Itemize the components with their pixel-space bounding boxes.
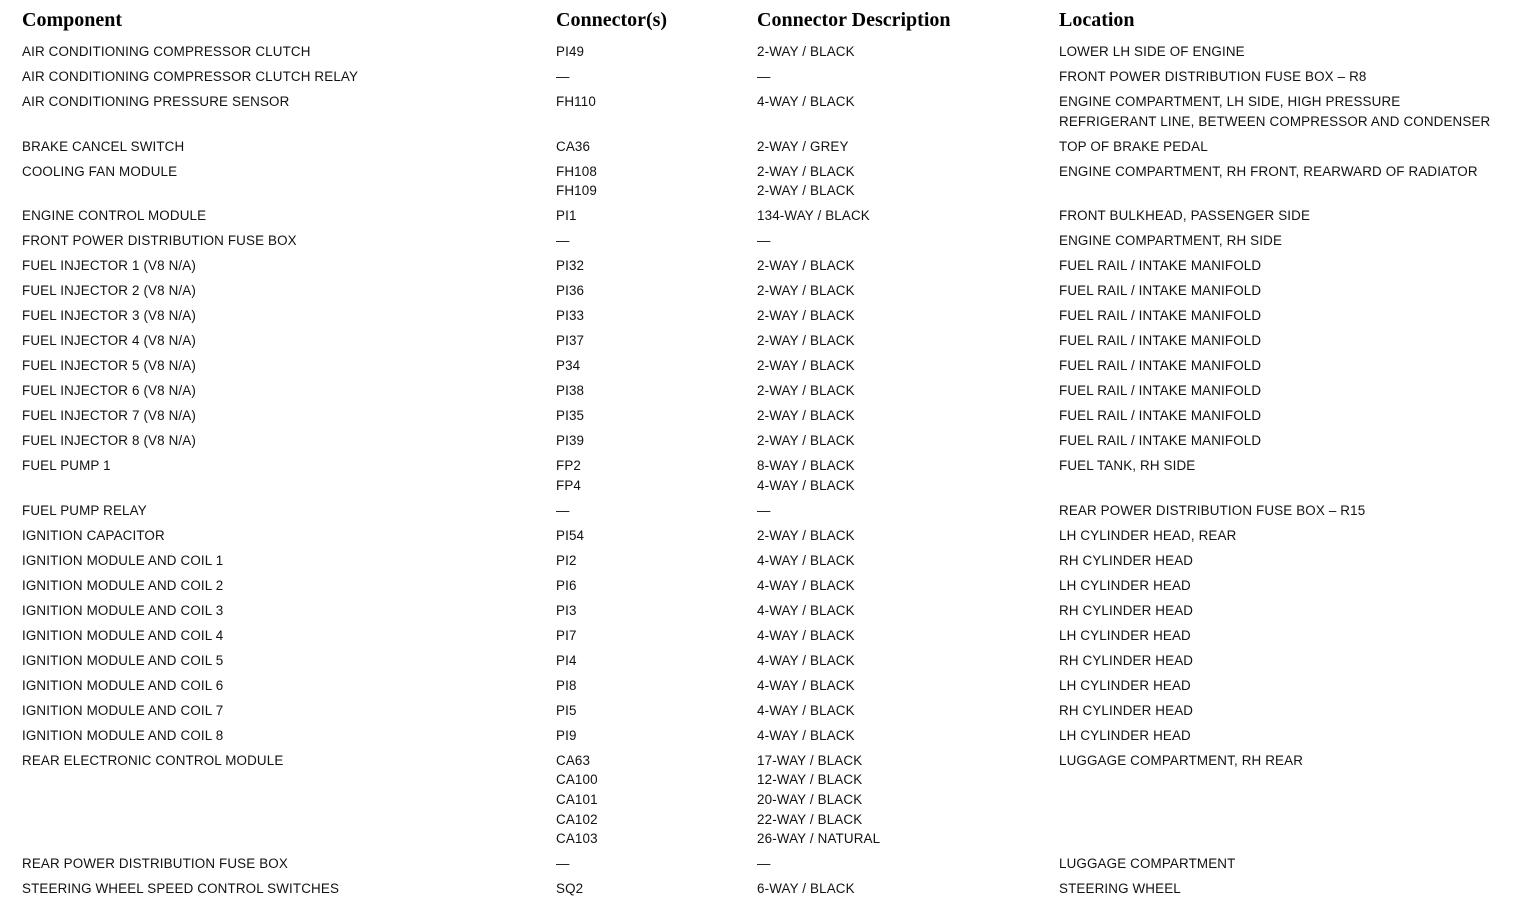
location-cell-line: FUEL RAIL / INTAKE MANIFOLD <box>1059 408 1262 424</box>
description-cell <box>757 601 855 621</box>
location-cell-line: FUEL TANK, RH SIDE <box>1059 458 1196 474</box>
location-cell <box>1059 406 1261 426</box>
connector-cell-line: FH109 <box>556 183 597 199</box>
component-cell <box>22 42 311 62</box>
connector-cell <box>556 651 577 671</box>
description-cell-line: 4-WAY / BLACK <box>757 94 855 109</box>
description-cell-line: 2-WAY / BLACK <box>757 44 855 59</box>
description-cell <box>757 576 855 596</box>
description-cell-line: 2-WAY / BLACK <box>757 408 855 424</box>
description-cell-line: 17-WAY / BLACK <box>757 752 863 768</box>
location-cell-line: LH CYLINDER HEAD <box>1059 677 1191 693</box>
location-cell-line: FUEL RAIL / INTAKE MANIFOLD <box>1059 258 1262 274</box>
component-cell <box>22 406 196 426</box>
location-cell <box>1059 526 1236 546</box>
location-cell-line: RH CYLINDER HEAD <box>1059 702 1194 718</box>
component-cell <box>22 576 223 596</box>
location-cell <box>1059 281 1261 301</box>
component-cell <box>22 281 196 301</box>
connector-cell-line: FP2 <box>556 458 582 474</box>
description-cell-line: 2-WAY / BLACK <box>757 183 855 199</box>
location-cell-line: FRONT POWER DISTRIBUTION FUSE BOX – R8 <box>1059 69 1367 84</box>
connector-cell <box>556 854 570 874</box>
description-cell <box>757 676 855 696</box>
connector-cell-line: CA102 <box>556 811 598 827</box>
location-cell-line: FUEL RAIL / INTAKE MANIFOLD <box>1059 308 1262 324</box>
description-cell-line: 2-WAY / BLACK <box>757 333 855 349</box>
header-connectors: Connector(s) <box>556 9 668 31</box>
component-cell-line: IGNITION MODULE AND COIL 5 <box>22 652 224 668</box>
connector-cell <box>556 331 584 351</box>
description-cell-line: 4-WAY / BLACK <box>757 652 855 668</box>
component-cell <box>22 137 184 157</box>
component-cell <box>22 356 196 376</box>
component-cell <box>22 162 177 182</box>
description-cell-line: 2-WAY / BLACK <box>757 308 855 324</box>
component-cell-line: FRONT POWER DISTRIBUTION FUSE BOX <box>22 233 297 249</box>
connector-cell-line: — <box>556 233 570 249</box>
description-cell-line: 2-WAY / BLACK <box>757 258 855 274</box>
description-cell <box>757 854 771 874</box>
description-cell-line: 4-WAY / BLACK <box>757 577 855 593</box>
location-cell-line: LH CYLINDER HEAD <box>1059 577 1191 593</box>
component-cell <box>22 701 223 721</box>
location-cell-line: FUEL RAIL / INTAKE MANIFOLD <box>1059 333 1262 349</box>
connector-cell <box>556 256 584 276</box>
description-cell-line: — <box>757 502 771 518</box>
connector-cell-line: — <box>556 856 570 872</box>
description-cell <box>757 551 855 571</box>
component-cell <box>22 601 223 621</box>
component-cell <box>22 206 206 226</box>
component-cell-line: REAR ELECTRONIC CONTROL MODULE <box>22 752 284 768</box>
connector-cell-line: CA36 <box>556 138 591 154</box>
component-cell <box>22 306 196 326</box>
connector-cell-line: FH110 <box>556 94 596 109</box>
component-cell-line: BRAKE CANCEL SWITCH <box>22 138 185 154</box>
location-cell <box>1059 92 1490 131</box>
connector-cell <box>556 701 577 721</box>
header-component: Component <box>22 9 123 31</box>
location-cell-line: REFRIGERANT LINE, BETWEEN COMPRESSOR AND CONDENSER <box>1059 113 1491 129</box>
connector-cell-line: PI32 <box>556 258 585 274</box>
description-cell <box>757 651 855 671</box>
description-cell-line: 8-WAY / BLACK <box>757 458 855 474</box>
component-cell <box>22 256 196 276</box>
connector-cell-line: CA101 <box>556 791 598 807</box>
location-cell-line: LH CYLINDER HEAD <box>1059 627 1191 643</box>
description-cell <box>757 381 855 401</box>
location-cell <box>1059 162 1478 182</box>
connector-cell <box>556 281 584 301</box>
location-cell <box>1059 42 1245 62</box>
component-cell-line: FUEL PUMP RELAY <box>22 502 147 518</box>
component-cell <box>22 726 223 746</box>
connector-cell-line: — <box>556 502 570 518</box>
component-cell <box>22 331 196 351</box>
component-cell-line: FUEL INJECTOR 5 (V8 N/A) <box>22 358 196 374</box>
location-cell <box>1059 431 1261 451</box>
connector-cell <box>556 751 598 849</box>
component-cell <box>22 526 165 546</box>
connector-cell <box>556 726 577 746</box>
connector-cell-line: PI1 <box>556 208 577 224</box>
description-cell <box>757 67 771 87</box>
location-cell-line: ENGINE COMPARTMENT, RH SIDE <box>1059 233 1283 249</box>
description-cell <box>757 42 855 62</box>
description-cell <box>757 526 855 546</box>
location-cell-line: ENGINE COMPARTMENT, RH FRONT, REARWARD OF RADIATOR <box>1059 163 1478 179</box>
description-cell <box>757 751 880 849</box>
description-cell <box>757 431 855 451</box>
description-cell <box>757 501 771 521</box>
component-cell <box>22 431 196 451</box>
description-cell-line: 12-WAY / BLACK <box>757 772 863 788</box>
connector-cell <box>556 879 583 899</box>
location-cell-line: RH CYLINDER HEAD <box>1059 652 1194 668</box>
description-cell <box>757 231 771 251</box>
component-cell-line: IGNITION MODULE AND COIL 3 <box>22 602 224 618</box>
connector-cell <box>556 381 584 401</box>
description-cell-line: 20-WAY / BLACK <box>757 791 863 807</box>
description-cell-line: 2-WAY / BLACK <box>757 433 855 449</box>
location-cell <box>1059 256 1261 276</box>
connector-cell-line: PI3 <box>556 602 577 618</box>
description-cell-line: 4-WAY / BLACK <box>757 552 855 568</box>
component-cell-line: FUEL INJECTOR 7 (V8 N/A) <box>22 408 196 424</box>
description-cell <box>757 331 855 351</box>
connector-cell-line: FP4 <box>556 477 582 493</box>
description-cell-line: 4-WAY / BLACK <box>757 727 855 743</box>
location-cell <box>1059 67 1367 87</box>
location-cell-line: FUEL RAIL / INTAKE MANIFOLD <box>1059 283 1262 299</box>
connector-cell-line: PI4 <box>556 652 577 668</box>
location-cell-line: LUGGAGE COMPARTMENT, RH REAR <box>1059 752 1304 768</box>
description-cell <box>757 206 870 226</box>
location-cell-line: FUEL RAIL / INTAKE MANIFOLD <box>1059 433 1262 449</box>
description-cell-line: 6-WAY / BLACK <box>757 881 855 897</box>
location-cell <box>1059 306 1261 326</box>
component-cell <box>22 626 223 646</box>
location-cell <box>1059 381 1261 401</box>
connector-cell-line: PI49 <box>556 44 585 59</box>
component-cell <box>22 67 358 87</box>
connector-cell <box>556 626 577 646</box>
description-cell <box>757 879 855 899</box>
component-cell-line: IGNITION MODULE AND COIL 2 <box>22 577 224 593</box>
location-cell <box>1059 626 1191 646</box>
description-cell-line: 2-WAY / BLACK <box>757 358 855 374</box>
header-connector-description: Connector Description <box>757 9 951 31</box>
connector-cell-line: CA103 <box>556 831 598 847</box>
connector-cell-line: PI54 <box>556 527 585 543</box>
connector-cell <box>556 601 577 621</box>
component-cell-line: ENGINE CONTROL MODULE <box>22 208 207 224</box>
location-cell <box>1059 231 1282 251</box>
location-cell <box>1059 676 1191 696</box>
component-cell <box>22 751 283 771</box>
component-cell <box>22 551 223 571</box>
description-cell-line: 2-WAY / BLACK <box>757 383 855 399</box>
component-cell <box>22 879 339 899</box>
component-cell-line: FUEL INJECTOR 3 (V8 N/A) <box>22 308 196 324</box>
location-cell-line: FRONT BULKHEAD, PASSENGER SIDE <box>1059 208 1311 224</box>
connector-cell <box>556 231 570 251</box>
description-cell-line: 2-WAY / BLACK <box>757 163 855 179</box>
connector-cell-line: — <box>556 69 570 84</box>
location-cell-line: FUEL RAIL / INTAKE MANIFOLD <box>1059 358 1262 374</box>
component-cell-line: FUEL INJECTOR 6 (V8 N/A) <box>22 383 196 399</box>
connector-cell-line: CA63 <box>556 752 591 768</box>
component-cell <box>22 92 289 112</box>
connector-cell <box>556 526 584 546</box>
location-cell-line: TOP OF BRAKE PEDAL <box>1059 138 1208 154</box>
component-cell-line: FUEL INJECTOR 1 (V8 N/A) <box>22 258 196 274</box>
location-cell <box>1059 751 1303 771</box>
connector-cell-line: PI33 <box>556 308 585 324</box>
location-cell-line: LH CYLINDER HEAD, REAR <box>1059 527 1237 543</box>
description-cell <box>757 162 855 201</box>
component-cell-line: FUEL INJECTOR 2 (V8 N/A) <box>22 283 196 299</box>
connector-cell-line: PI38 <box>556 383 585 399</box>
description-cell <box>757 626 855 646</box>
description-cell <box>757 701 855 721</box>
connector-cell <box>556 206 577 226</box>
component-cell-line: FUEL INJECTOR 4 (V8 N/A) <box>22 333 196 349</box>
description-cell <box>757 356 855 376</box>
connector-cell-line: PI35 <box>556 408 585 424</box>
component-cell-line: IGNITION CAPACITOR <box>22 527 165 543</box>
connector-cell-line: PI36 <box>556 283 585 299</box>
component-cell-line: IGNITION MODULE AND COIL 7 <box>22 702 224 718</box>
component-cell-line: AIR CONDITIONING PRESSURE SENSOR <box>22 94 290 109</box>
location-cell-line: LH CYLINDER HEAD <box>1059 727 1191 743</box>
location-cell <box>1059 456 1195 476</box>
location-cell <box>1059 601 1193 621</box>
component-cell <box>22 456 111 476</box>
connector-cell <box>556 356 580 376</box>
description-cell-line: 4-WAY / BLACK <box>757 602 855 618</box>
connector-cell <box>556 456 581 495</box>
description-cell-line: 4-WAY / BLACK <box>757 477 855 493</box>
component-cell-line: IGNITION MODULE AND COIL 4 <box>22 627 224 643</box>
connector-cell <box>556 306 584 326</box>
component-cell-line: FUEL INJECTOR 8 (V8 N/A) <box>22 433 196 449</box>
component-cell-line: IGNITION MODULE AND COIL 1 <box>22 552 224 568</box>
description-cell-line: — <box>757 69 771 84</box>
description-cell-line: 2-WAY / BLACK <box>757 283 855 299</box>
location-cell <box>1059 854 1235 874</box>
description-cell <box>757 456 855 495</box>
component-cell-line: AIR CONDITIONING COMPRESSOR CLUTCH RELAY <box>22 69 359 84</box>
description-cell-line: 4-WAY / BLACK <box>757 702 855 718</box>
description-cell <box>757 92 855 112</box>
connector-cell <box>556 67 570 87</box>
component-cell <box>22 231 297 251</box>
component-cell-line: IGNITION MODULE AND COIL 8 <box>22 727 224 743</box>
component-cell <box>22 651 223 671</box>
location-cell-line: RH CYLINDER HEAD <box>1059 552 1194 568</box>
component-cell-line: COOLING FAN MODULE <box>22 163 178 179</box>
location-cell-line: STEERING WHEEL <box>1059 881 1181 897</box>
component-cell-line: FUEL PUMP 1 <box>22 458 111 474</box>
location-cell <box>1059 651 1193 671</box>
component-cell <box>22 501 147 521</box>
location-cell <box>1059 726 1191 746</box>
connector-cell-line: PI9 <box>556 727 577 743</box>
location-cell-line: RH CYLINDER HEAD <box>1059 602 1194 618</box>
connector-cell-line: PI2 <box>556 552 577 568</box>
connector-cell <box>556 92 596 112</box>
description-cell <box>757 726 855 746</box>
location-cell <box>1059 551 1193 571</box>
location-cell <box>1059 331 1261 351</box>
description-cell-line: 22-WAY / BLACK <box>757 811 863 827</box>
location-cell-line: LOWER LH SIDE OF ENGINE <box>1059 44 1245 59</box>
description-cell-line: 2-WAY / GREY <box>757 138 849 154</box>
connector-cell <box>556 406 584 426</box>
location-cell <box>1059 501 1365 521</box>
location-cell-line: ENGINE COMPARTMENT, LH SIDE, HIGH PRESSURE <box>1059 94 1401 109</box>
connector-cell-line: PI8 <box>556 677 577 693</box>
component-cell-line: STEERING WHEEL SPEED CONTROL SWITCHES <box>22 881 340 897</box>
description-cell-line: 26-WAY / NATURAL <box>757 831 881 847</box>
description-cell-line: 2-WAY / BLACK <box>757 527 855 543</box>
location-cell-line: LUGGAGE COMPARTMENT <box>1059 856 1236 872</box>
description-cell <box>757 306 855 326</box>
connector-cell <box>556 576 577 596</box>
description-cell <box>757 406 855 426</box>
location-cell-line: FUEL RAIL / INTAKE MANIFOLD <box>1059 383 1262 399</box>
location-cell <box>1059 701 1193 721</box>
location-cell <box>1059 879 1181 899</box>
connector-cell <box>556 431 584 451</box>
component-cell-line: IGNITION MODULE AND COIL 6 <box>22 677 224 693</box>
connector-cell-line: SQ2 <box>556 881 584 897</box>
connector-cell-line: PI5 <box>556 702 577 718</box>
connector-cell <box>556 501 570 521</box>
connector-cell-line: PI37 <box>556 333 585 349</box>
connector-cell <box>556 676 577 696</box>
component-cell-line: REAR POWER DISTRIBUTION FUSE BOX <box>22 856 288 872</box>
connector-cell <box>556 551 577 571</box>
component-cell <box>22 381 196 401</box>
location-cell <box>1059 356 1261 376</box>
header-location: Location <box>1059 9 1135 31</box>
connector-cell-line: FH108 <box>556 163 597 179</box>
connector-cell-line: PI39 <box>556 433 585 449</box>
description-cell-line: 4-WAY / BLACK <box>757 677 855 693</box>
description-cell <box>757 137 849 157</box>
component-cell <box>22 676 223 696</box>
connector-cell <box>556 42 584 62</box>
description-cell <box>757 281 855 301</box>
description-cell-line: — <box>757 856 771 872</box>
location-cell <box>1059 137 1208 157</box>
connector-cell <box>556 137 590 157</box>
description-cell-line: — <box>757 233 771 249</box>
component-cell-line: AIR CONDITIONING COMPRESSOR CLUTCH <box>22 44 311 59</box>
location-cell-line: REAR POWER DISTRIBUTION FUSE BOX – R15 <box>1059 502 1366 518</box>
connector-cell-line: PI6 <box>556 577 577 593</box>
location-cell <box>1059 206 1310 226</box>
description-cell-line: 134-WAY / BLACK <box>757 208 870 224</box>
connector-cell-line: PI7 <box>556 627 577 643</box>
connector-cell-line: P34 <box>556 358 581 374</box>
connector-cell-line: CA100 <box>556 772 598 788</box>
description-cell-line: 4-WAY / BLACK <box>757 627 855 643</box>
location-cell <box>1059 576 1191 596</box>
description-cell <box>757 256 855 276</box>
connector-cell <box>556 162 597 201</box>
component-cell <box>22 854 288 874</box>
